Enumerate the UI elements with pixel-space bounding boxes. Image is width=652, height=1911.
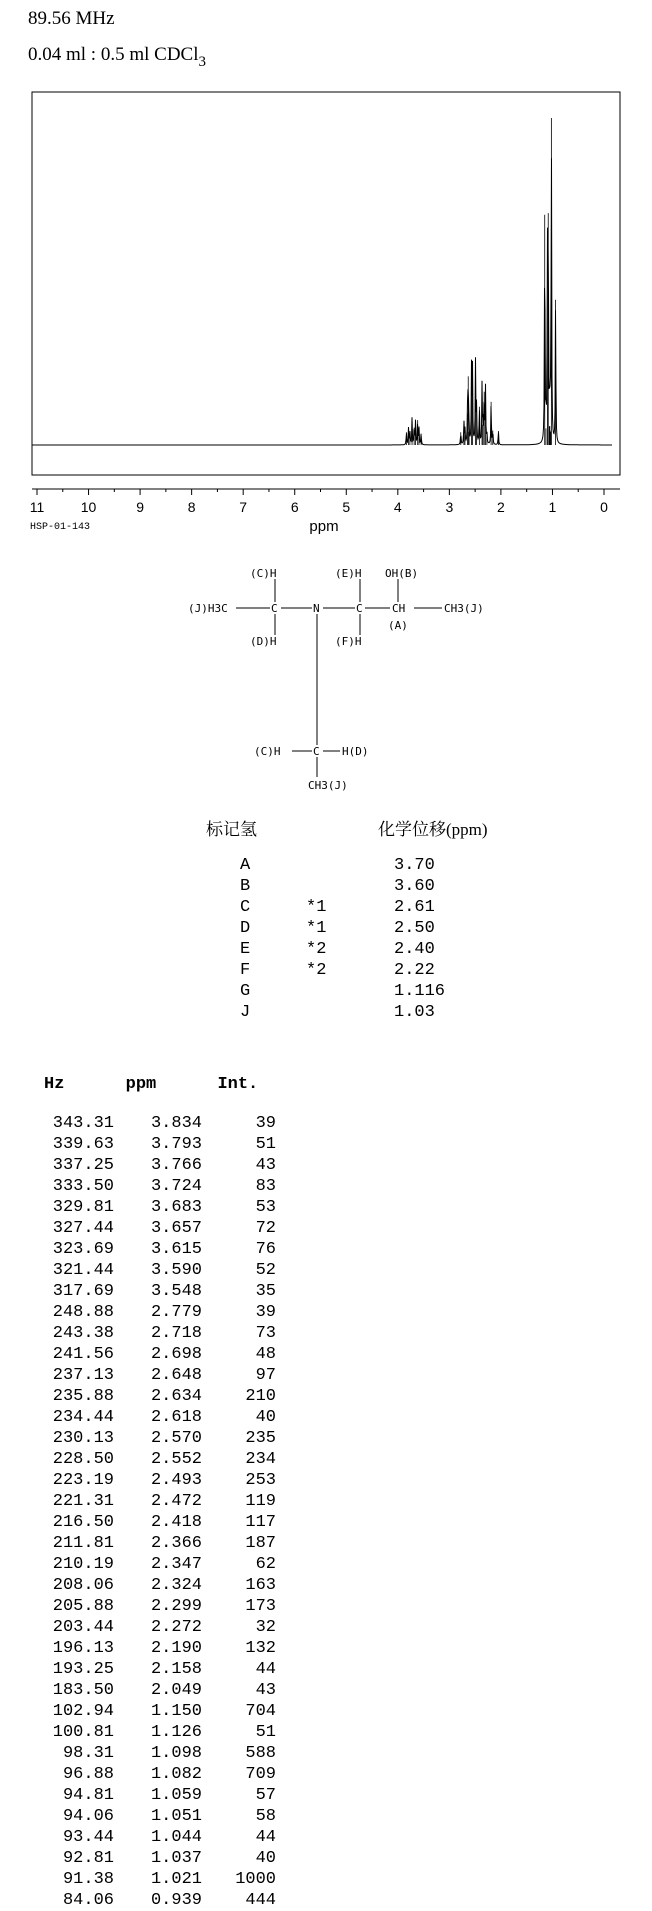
proton-label: A [240,856,251,875]
peak-int: 40 [255,1408,276,1427]
peak-int: 40 [255,1849,276,1868]
peak-hz: 196.13 [52,1639,114,1658]
atom-labels [188,567,484,792]
peak-ppm: 3.590 [150,1261,202,1280]
peak-row [44,1449,276,1470]
peak-hz: 98.31 [62,1744,114,1763]
atom-label: (A) [388,619,408,632]
assignment-note [306,981,394,1002]
peak-ppm: 2.190 [150,1639,202,1658]
peak-hz: 234.44 [52,1408,114,1427]
peak-int: 57 [255,1786,276,1805]
peak-row [44,1281,276,1302]
peak-hz: 205.88 [52,1597,114,1616]
chemical-shift: 1.03 [394,1003,435,1022]
peak-ppm: 3.834 [150,1114,202,1133]
peak-table-header [44,1075,258,1094]
assignment-row [240,855,445,876]
peak-row [44,1260,276,1281]
peak-row [44,1176,276,1197]
peak-hz: 223.19 [52,1471,114,1490]
chemical-shift: 3.70 [394,856,435,875]
peak-hz: 243.38 [52,1324,114,1343]
assignment-row [240,939,445,960]
atom-label: CH3(J) [444,602,484,615]
peak-int: 187 [245,1534,276,1553]
peak-ppm: 0.939 [150,1891,202,1910]
peak-row [44,1113,276,1134]
peak-ppm: 2.493 [150,1471,202,1490]
peak-ppm: 1.150 [150,1702,202,1721]
spectrum-peaks [406,118,555,445]
peak-int: 51 [255,1723,276,1742]
assignment-row [240,918,445,939]
x-tick-label: 1 [548,499,557,515]
proton-label: G [240,982,251,1001]
peak-hz: 100.81 [52,1723,114,1742]
peak-row [44,1680,276,1701]
solvent-text: 0.04 ml : 0.5 ml CDCl [28,44,199,65]
x-tick-label: 6 [290,499,299,515]
chemical-shift: 2.50 [394,919,435,938]
peak-int: 235 [245,1429,276,1448]
peak-ppm: 2.779 [150,1303,202,1322]
peak-int: 704 [245,1702,276,1721]
peak-ppm: 2.552 [150,1450,202,1469]
peak-int: 72 [255,1219,276,1238]
peak-ppm: 2.347 [150,1555,202,1574]
peak-int: 132 [245,1639,276,1658]
peak-hz: 323.69 [52,1240,114,1259]
proton-label: F [240,961,251,980]
x-tick-label: 5 [342,499,351,515]
plot-frame [32,92,620,475]
peak-ppm: 1.126 [150,1723,202,1742]
x-tick-label: 9 [136,499,144,515]
peak-int: 35 [255,1282,276,1301]
peak-hz: 221.31 [52,1492,114,1511]
atom-label: C [313,745,320,758]
peak-row [44,1428,276,1449]
peak-int: 39 [255,1303,276,1322]
peak-hz: 317.69 [52,1282,114,1301]
peak-int: 43 [255,1156,276,1175]
peak-row [44,1218,276,1239]
peak-ppm: 1.044 [150,1828,202,1847]
peak-hz: 333.50 [52,1177,114,1196]
peak-hz: 228.50 [52,1450,114,1469]
peak-ppm: 2.418 [150,1513,202,1532]
peak-int: 588 [245,1744,276,1763]
peak-int: 1000 [235,1870,276,1889]
peak-ppm: 3.683 [150,1198,202,1217]
peak-row [44,1155,276,1176]
peak-ppm: 3.793 [150,1135,202,1154]
assignment-note: *2 [306,961,327,980]
peak-int: 52 [255,1261,276,1280]
proton-label: E [240,940,251,959]
column-hz-header: Hz [44,1075,65,1094]
peak-int: 62 [255,1555,276,1574]
peak-row [44,1596,276,1617]
peak-hz: 343.31 [52,1114,114,1133]
peak-int: 119 [245,1492,276,1511]
peak-hz: 235.88 [52,1387,114,1406]
proton-label: D [240,919,251,938]
x-axis-ticks [37,489,604,495]
molecule-structure [180,555,500,800]
peak-hz: 203.44 [52,1618,114,1637]
x-tick-label: 10 [80,499,97,515]
peak-ppm: 3.548 [150,1282,202,1301]
peak-ppm: 2.634 [150,1387,202,1406]
peak-row [44,1617,276,1638]
assignment-note [306,855,394,876]
peak-row [44,1323,276,1344]
atom-label: (F)H [335,635,362,648]
peak-row [44,1134,276,1155]
peak-hz: 84.06 [62,1891,114,1910]
peak-ppm: 1.059 [150,1786,202,1805]
peak-hz: 230.13 [52,1429,114,1448]
peak-hz: 93.44 [62,1828,114,1847]
column-int-header: Int. [217,1075,259,1094]
peak-ppm: 2.618 [150,1408,202,1427]
x-tick-label: 4 [393,499,402,515]
atom-label: (D)H [250,635,277,648]
peak-int: 48 [255,1345,276,1364]
peak-row [44,1659,276,1680]
peak-int: 51 [255,1135,276,1154]
peak-hz: 339.63 [52,1135,114,1154]
peak-int: 709 [245,1765,276,1784]
peak-ppm: 2.648 [150,1366,202,1385]
atom-label: H(D) [342,745,369,758]
atom-label: C [271,602,278,615]
peak-int: 444 [245,1891,276,1910]
peak-ppm: 3.766 [150,1156,202,1175]
atom-label: N [313,602,320,615]
solvent-subscript: 3 [198,54,206,70]
peak-hz: 96.88 [62,1765,114,1784]
x-axis-label: ppm [309,518,339,535]
peak-int: 253 [245,1471,276,1490]
peak-ppm: 2.472 [150,1492,202,1511]
x-axis-tick-labels [30,499,608,515]
peak-ppm: 1.051 [150,1807,202,1826]
peak-hz: 237.13 [52,1366,114,1385]
peak-ppm: 2.299 [150,1597,202,1616]
chemical-shift: 2.40 [394,940,435,959]
peak-row [44,1365,276,1386]
peak-hz: 94.81 [62,1786,114,1805]
assignment-row [240,1002,445,1023]
peak-hz: 321.44 [52,1261,114,1280]
peak-int: 44 [255,1660,276,1679]
assignment-note: *1 [306,898,327,917]
peak-int: 76 [255,1240,276,1259]
peak-row [44,1407,276,1428]
peak-hz: 248.88 [52,1303,114,1322]
peak-row [44,1512,276,1533]
peak-row [44,1806,276,1827]
peak-int: 39 [255,1114,276,1133]
peak-hz: 208.06 [52,1576,114,1595]
peak-int: 234 [245,1450,276,1469]
assignment-header-shift: 化学位移(ppm) [378,820,488,839]
column-ppm-header: ppm [125,1075,157,1094]
peak-hz: 94.06 [62,1807,114,1826]
peak-row [44,1848,276,1869]
peak-ppm: 2.718 [150,1324,202,1343]
peak-row [44,1386,276,1407]
peak-hz: 216.50 [52,1513,114,1532]
peak-ppm: 1.082 [150,1765,202,1784]
peak-ppm: 2.570 [150,1429,202,1448]
peak-int: 73 [255,1324,276,1343]
assignment-row [240,897,445,918]
atom-label: (C)H [250,567,277,580]
peak-ppm: 2.366 [150,1534,202,1553]
atom-label: (E)H [335,567,362,580]
atom-label: C [356,602,363,615]
peak-row [44,1827,276,1848]
sample-solvent [28,44,206,71]
x-tick-label: 11 [29,499,45,515]
assignment-note [306,1002,394,1023]
peak-table [44,1113,276,1911]
peak-row [44,1344,276,1365]
peak-ppm: 1.098 [150,1744,202,1763]
peak-ppm: 3.724 [150,1177,202,1196]
peak-row [44,1239,276,1260]
peak-int: 83 [255,1177,276,1196]
atom-label: OH(B) [385,567,419,580]
atom-label: (J)H3C [188,602,228,615]
chemical-shift: 2.61 [394,898,435,917]
peak-hz: 211.81 [52,1534,114,1553]
assignment-row [240,960,445,981]
peak-row [44,1869,276,1890]
peak-ppm: 3.615 [150,1240,202,1259]
peak-row [44,1722,276,1743]
proton-label: B [240,877,251,896]
assignment-note: *2 [306,940,327,959]
peak-row [44,1533,276,1554]
peak-row [44,1638,276,1659]
x-tick-label: 3 [445,499,454,515]
peak-row [44,1197,276,1218]
spectrum-code: HSP-01-143 [30,522,91,533]
assignment-row [240,876,445,897]
chemical-shift: 1.116 [394,982,446,1001]
peak-int: 44 [255,1828,276,1847]
x-tick-label: 7 [239,499,248,515]
peak-row [44,1764,276,1785]
spectrum-trace [32,158,612,445]
spectrometer-frequency: 89.56 MHz [28,8,115,29]
peak-hz: 210.19 [52,1555,114,1574]
assignment-row [240,981,445,1002]
peak-hz: 91.38 [62,1870,114,1889]
peak-int: 43 [255,1681,276,1700]
peak-int: 32 [255,1618,276,1637]
assignment-header-label: 标记氢 [206,820,257,839]
peak-row [44,1470,276,1491]
peak-hz: 337.25 [52,1156,114,1175]
peak-hz: 92.81 [62,1849,114,1868]
peak-ppm: 2.272 [150,1618,202,1637]
x-tick-label: 8 [187,499,196,515]
peak-row [44,1554,276,1575]
proton-label: J [240,1003,251,1022]
assignment-table [240,855,445,1023]
assignment-note: *1 [306,919,327,938]
x-tick-label: 2 [497,499,505,515]
peak-row [44,1743,276,1764]
atom-label: CH3(J) [308,779,348,792]
chemical-shift: 2.22 [394,961,435,980]
nmr-spectrum-chart [0,80,652,540]
peak-hz: 329.81 [52,1198,114,1217]
x-tick-label: 0 [600,499,608,515]
assignment-note [306,876,394,897]
peak-hz: 183.50 [52,1681,114,1700]
peak-ppm: 1.037 [150,1849,202,1868]
peak-int: 58 [255,1807,276,1826]
peak-ppm: 1.021 [150,1870,202,1889]
peak-int: 53 [255,1198,276,1217]
peak-ppm: 2.049 [150,1681,202,1700]
peak-int: 173 [245,1597,276,1616]
peak-row [44,1575,276,1596]
peak-int: 117 [245,1513,276,1532]
peak-row [44,1491,276,1512]
peak-row [44,1701,276,1722]
peak-hz: 327.44 [52,1219,114,1238]
peak-hz: 193.25 [52,1660,114,1679]
peak-hz: 241.56 [52,1345,114,1364]
peak-int: 210 [245,1387,276,1406]
proton-label: C [240,898,251,917]
peak-row [44,1785,276,1806]
peak-int: 97 [255,1366,276,1385]
peak-ppm: 2.158 [150,1660,202,1679]
peak-hz: 102.94 [52,1702,114,1721]
chemical-shift: 3.60 [394,877,435,896]
peak-ppm: 3.657 [150,1219,202,1238]
peak-int: 163 [245,1576,276,1595]
atom-label: (C)H [254,745,281,758]
atom-label: CH [392,602,406,615]
peak-ppm: 2.698 [150,1345,202,1364]
peak-row [44,1302,276,1323]
peak-ppm: 2.324 [150,1576,202,1595]
